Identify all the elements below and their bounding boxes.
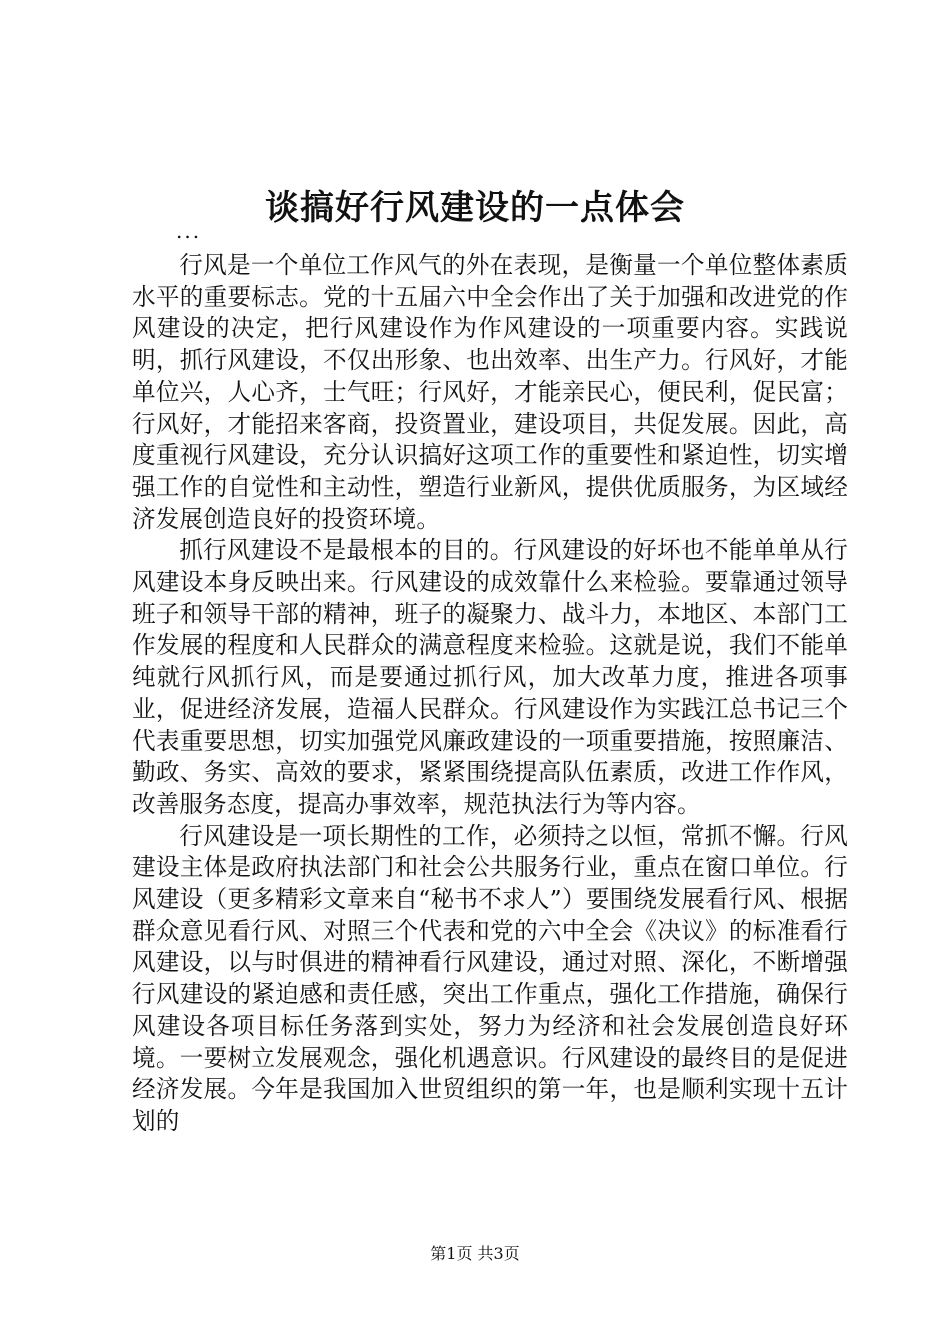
paragraph-1: 行风是一个单位工作风气的外在表现，是衡量一个单位整体素质水平的重要标志。党的十五届六中全会作出了关于加强和改进党的作风建设的决定，把行风建设作为作风建设的一项重要内容。实践说明，抓行风建设，不仅出形象、也出效率、出生产力。行风好，才能单位兴，人心齐，士气旺；行风好，才能亲民心，便民利，促民富；行风好，才能招来客商，投资置业，建设项目，共促发展。因此，高度重视行风建设，充分认识搞好这项工作的重要性和紧迫性，切实增强工作的自觉性和主动性，塑造行业新风，提供优质服务，为区域经济发展创造良好的投资环境。	[132, 251, 848, 533]
paragraph-2: 抓行风建设不是最根本的目的。行风建设的好坏也不能单单从行风建设本身反映出来。行风建设的成效靠什么来检验。要靠通过领导班子和领导干部的精神，班子的凝聚力、战斗力，本地区、本部门工作发展的程度和人民群众的满意程度来检验。这就是说，我们不能单纯就行风抓行风，而是要通过抓行风，加大改革力度，推进各项事业，促进经济发展，造福人民群众。行风建设作为实践江总书记三个代表重要思想，切实加强党风廉政建设的一项重要措施，按照廉洁、勤政、务实、高效的要求，紧紧围绕提高队伍素质，改进工作作风，改善服务态度，提高办事效率，规范执法行为等内容。	[132, 536, 848, 818]
ellipsis-mark: ...	[176, 219, 202, 243]
paragraph-3: 行风建设是一项长期性的工作，必须持之以恒，常抓不懈。行风建设主体是政府执法部门和社会公共服务行业，重点在窗口单位。行风建设（更多精彩文章来自“秘书不求人”）要围绕发展看行风、根据群众意见看行风、对照三个代表和党的六中全会《决议》的标准看行风建设，以与时俱进的精神看行风建设，通过对照、深化，不断增强行风建设的紧迫感和责任感，突出工作重点，强化工作措施，确保行风建设各项目标任务落到实处，努力为经济和社会发展创造良好环境。一要树立发展观念，强化机遇意识。行风建设的最终目的是促进经济发展。今年是我国加入世贸组织的第一年，也是顺利实现十五计划的	[132, 821, 848, 1135]
document-body	[132, 250, 848, 1138]
document-title: 谈搞好行风建设的一点体会	[265, 188, 685, 228]
page-footer: 第1页 共3页	[430, 1244, 520, 1263]
